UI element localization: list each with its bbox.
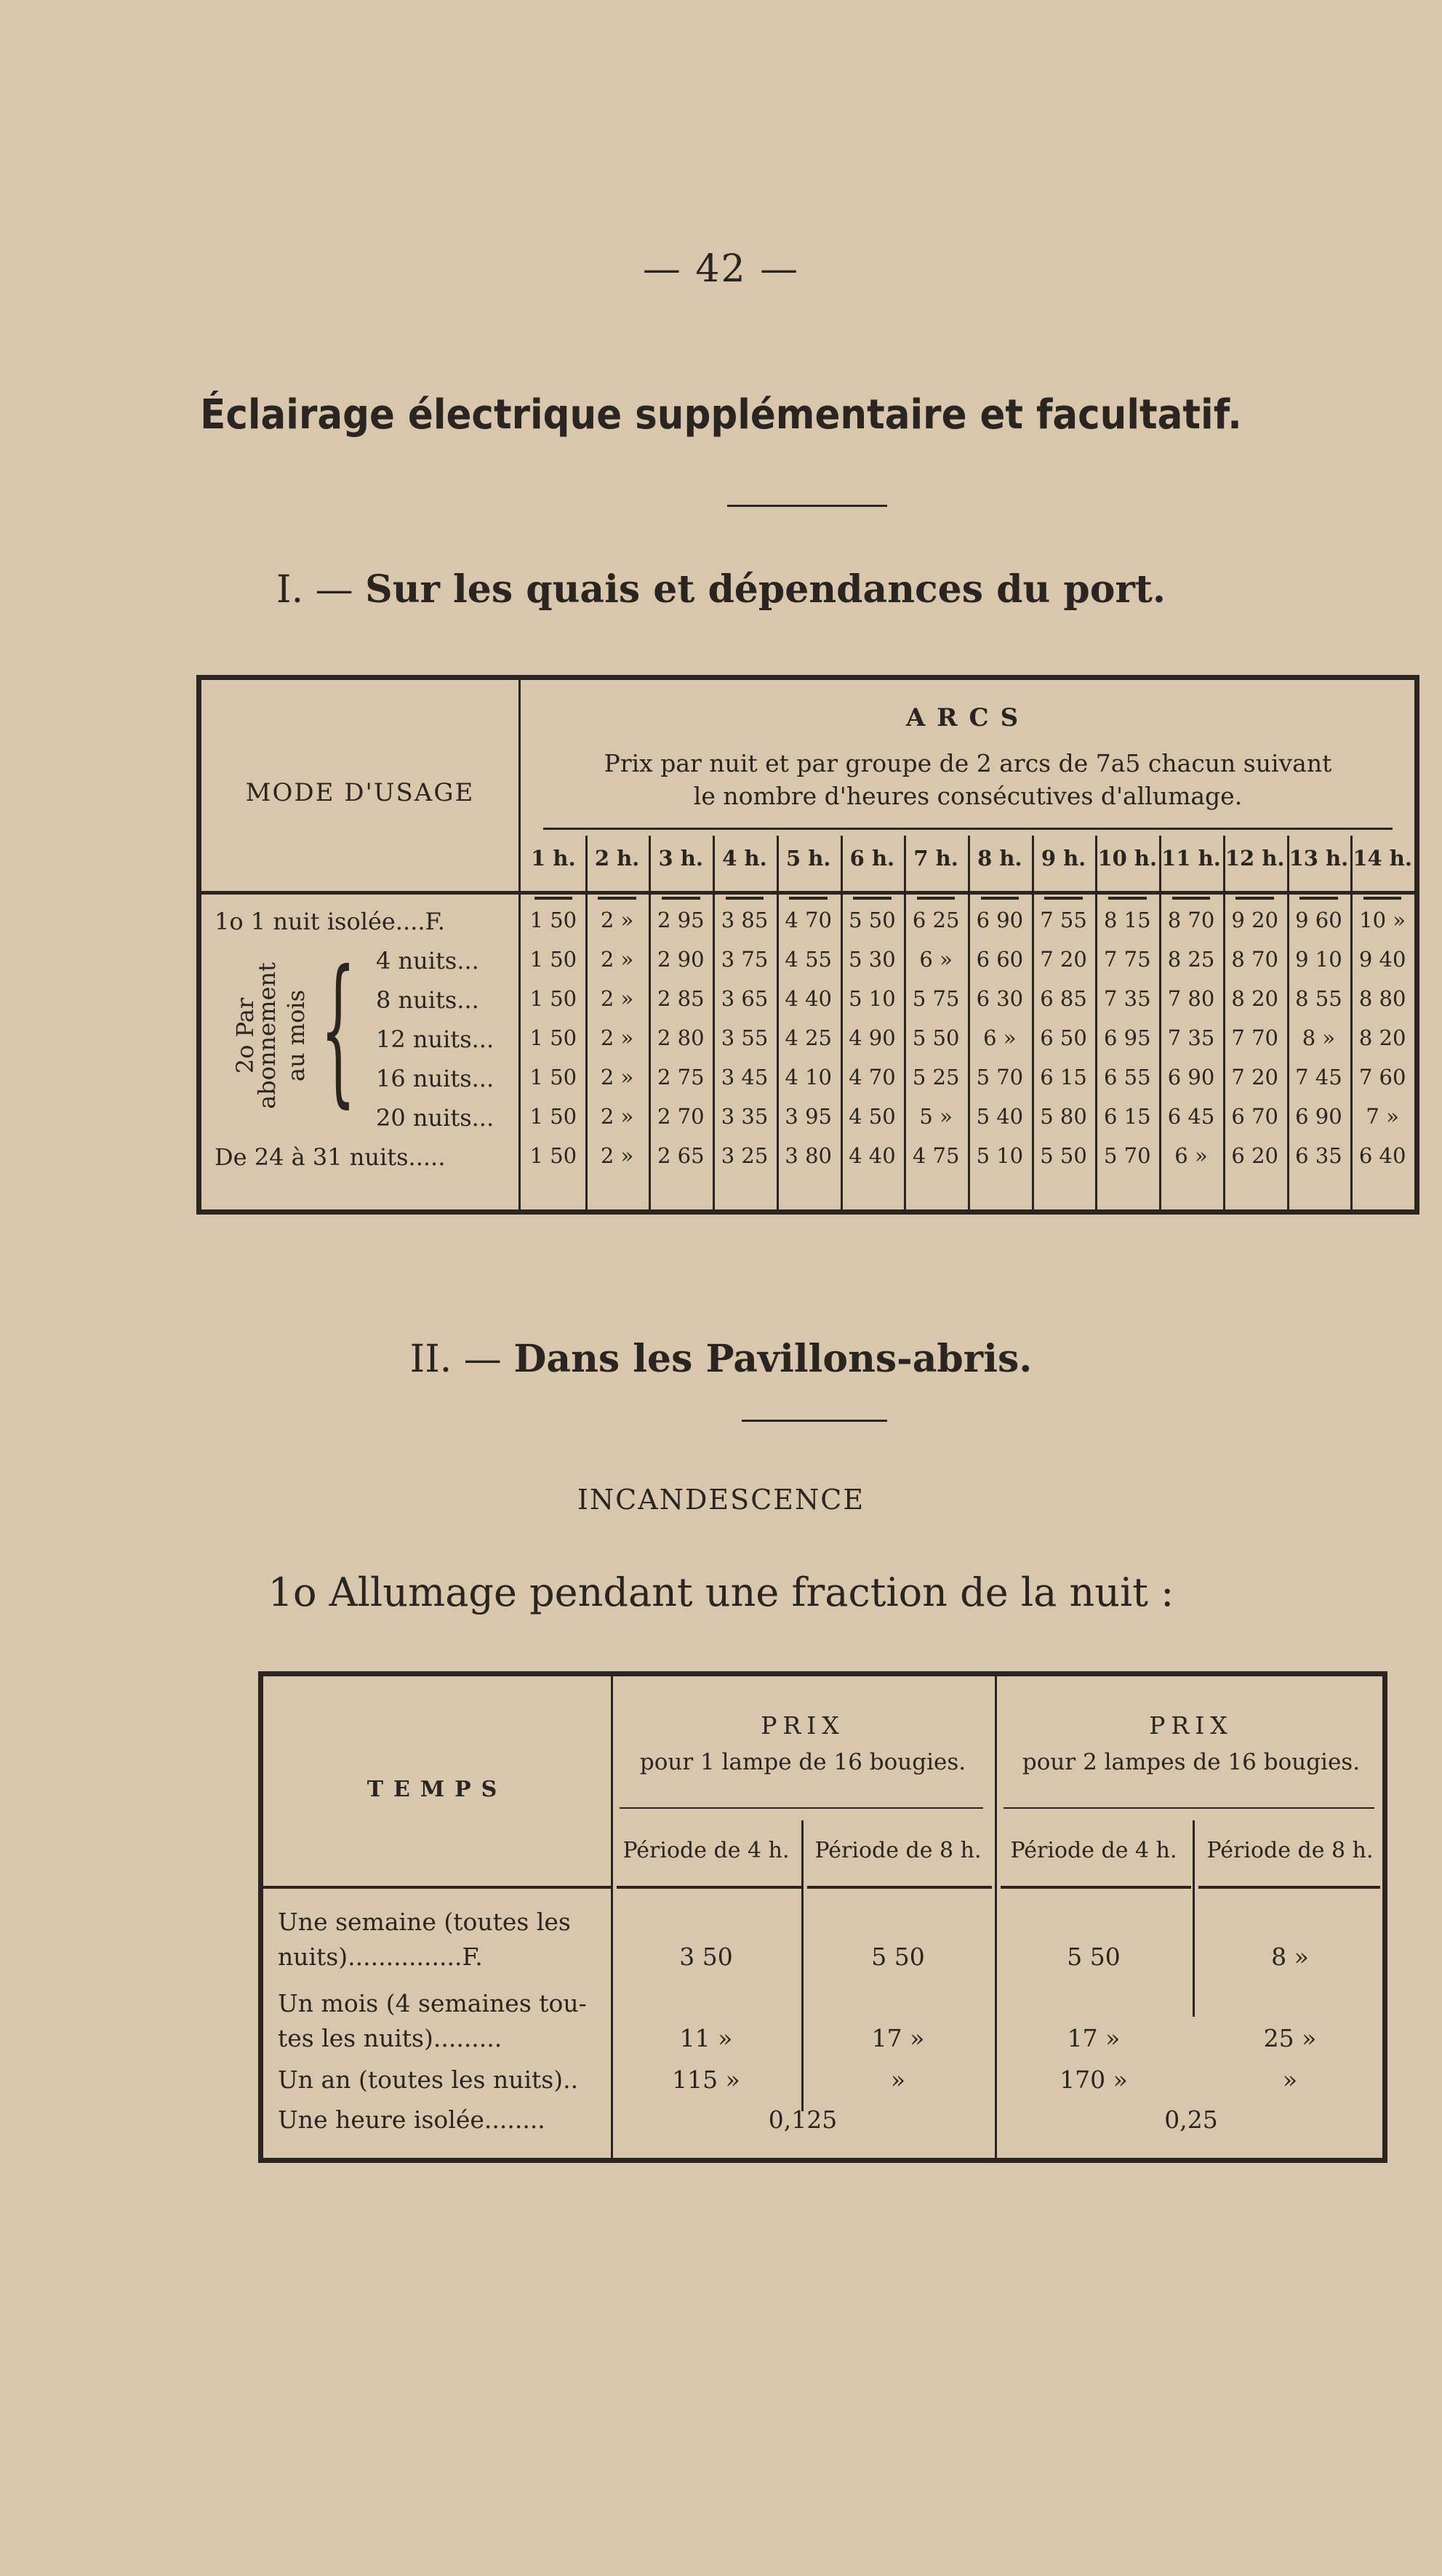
- row-semaine-label-1: Une semaine (toutes les: [278, 1908, 571, 1936]
- row-semaine-v3: 5 50: [1067, 1943, 1121, 1971]
- price-cell: 1 50: [529, 986, 577, 1011]
- price-cell: 6 »: [919, 947, 953, 972]
- hour-header-rule: [1044, 897, 1083, 900]
- section-2-rule: [742, 1420, 887, 1422]
- price-cell: 6 50: [1040, 1025, 1087, 1050]
- price-cell: 6 15: [1040, 1065, 1087, 1089]
- prix-2-title: PRIX: [1149, 1711, 1233, 1740]
- title-rule: [727, 505, 887, 507]
- row-label: 12 nuits...: [376, 1025, 494, 1053]
- prix-2-subtitle: pour 2 lampes de 16 bougies.: [1022, 1749, 1361, 1775]
- price-cell: 8 15: [1103, 908, 1151, 932]
- row-an-v4: »: [1282, 2065, 1298, 2094]
- row-an-v3: 170 »: [1060, 2065, 1128, 2094]
- price-cell: 7 20: [1040, 947, 1087, 972]
- price-cell: 7 80: [1167, 986, 1215, 1011]
- price-cell: 4 50: [849, 1104, 896, 1129]
- hour-header: 10 h.: [1097, 846, 1158, 871]
- page-number: — 42 —: [642, 247, 800, 291]
- row-label: 4 nuits...: [376, 947, 479, 975]
- price-cell: 10 »: [1359, 908, 1406, 932]
- price-cell: 4 70: [849, 1065, 896, 1089]
- price-cell: 6 90: [976, 908, 1024, 932]
- price-cell: 8 25: [1167, 947, 1215, 972]
- hour-header: 7 h.: [913, 846, 958, 871]
- arcs-desc-line-2: le nombre d'heures consécutives d'allumage.: [693, 782, 1243, 810]
- section-1-numeral: I. —: [276, 568, 353, 612]
- price-cell: 5 70: [976, 1065, 1024, 1089]
- price-cell: 5 50: [912, 1025, 960, 1050]
- incandescence-subheading: INCANDESCENCE: [577, 1484, 865, 1516]
- price-cell: 1 50: [529, 1025, 577, 1050]
- hours-brace: [543, 828, 1393, 830]
- price-cell: 7 35: [1167, 1025, 1215, 1050]
- row-mois-v1: 11 »: [679, 2024, 733, 2052]
- hour-header-rule: [789, 897, 828, 900]
- hour-header-rule: [1235, 897, 1274, 900]
- period-4h-1: Période de 4 h.: [622, 1838, 790, 1863]
- arcs-description: [521, 747, 1414, 812]
- row-heure-v1: 0,125: [768, 2105, 838, 2134]
- price-cell: 2 85: [657, 986, 705, 1011]
- price-cell: 5 10: [849, 986, 896, 1011]
- section-2-heading: [0, 1337, 1442, 1381]
- price-cell: 5 75: [912, 986, 960, 1011]
- t2-header-rule-5: [1198, 1886, 1380, 1889]
- price-cell: 2 »: [600, 908, 634, 932]
- hour-header-rule: [1172, 897, 1211, 900]
- price-cell: 4 70: [785, 908, 832, 932]
- price-cell: 6 60: [976, 947, 1024, 972]
- group-label-1: 2o Par: [231, 997, 259, 1074]
- price-cell: 2 »: [600, 1025, 634, 1050]
- price-cell: 8 55: [1295, 986, 1342, 1011]
- price-cell: 6 90: [1167, 1065, 1215, 1089]
- row-heure-label: Une heure isolée........: [278, 2105, 545, 2134]
- hour-header-rule: [981, 897, 1020, 900]
- t2-brace-2: [1004, 1807, 1374, 1809]
- price-cell: 6 25: [912, 908, 960, 932]
- hour-header-rule: [662, 897, 700, 900]
- price-cell: 7 55: [1040, 908, 1087, 932]
- price-cell: 5 50: [1040, 1143, 1087, 1168]
- row-semaine-v4: 8 »: [1271, 1943, 1309, 1971]
- temps-header: TEMPS: [366, 1777, 508, 1802]
- section-2-numeral: II. —: [409, 1337, 502, 1381]
- hour-header: 9 h.: [1041, 846, 1086, 871]
- hour-header-rule: [917, 897, 956, 900]
- price-cell: 3 65: [721, 986, 769, 1011]
- arcs-title: ARCS: [905, 703, 1030, 732]
- price-cell: 9 20: [1231, 908, 1278, 932]
- price-cell: 2 70: [657, 1104, 705, 1129]
- price-cell: 2 90: [657, 947, 705, 972]
- price-cell: 2 65: [657, 1143, 705, 1168]
- row-mois-v3: 17 »: [1067, 2024, 1121, 2052]
- row-label: 1o 1 nuit isolée....F.: [215, 908, 445, 935]
- allumage-heading: 1o Allumage pendant une fraction de la nuit :: [268, 1569, 1174, 1615]
- row-an-v2: »: [890, 2065, 906, 2094]
- price-cell: 3 85: [721, 908, 769, 932]
- hour-header: 2 h.: [594, 846, 640, 871]
- price-cell: 6 30: [976, 986, 1024, 1011]
- mode-column-divider: [518, 680, 521, 1209]
- price-cell: 7 »: [1366, 1104, 1399, 1129]
- hour-header: 8 h.: [977, 846, 1022, 871]
- price-cell: 2 »: [600, 1104, 634, 1129]
- period-8h-2: Période de 8 h.: [1206, 1838, 1374, 1863]
- price-cell: 4 25: [785, 1025, 832, 1050]
- period-4h-2: Période de 4 h.: [1010, 1838, 1177, 1863]
- arcs-desc-line-1: Prix par nuit et par groupe de 2 arcs de 7a5 chacun suivant: [604, 749, 1332, 777]
- row-semaine-v1: 3 50: [679, 1943, 733, 1971]
- hour-header-rule: [1108, 897, 1147, 900]
- t2-header-rule-2: [617, 1886, 801, 1889]
- hour-header-rule: [534, 897, 573, 900]
- price-cell: 7 70: [1231, 1025, 1278, 1050]
- price-cell: 7 45: [1295, 1065, 1342, 1089]
- row-semaine-v2: 5 50: [871, 1943, 925, 1971]
- header-rule: [201, 891, 518, 895]
- price-cell: 5 80: [1040, 1104, 1087, 1129]
- section-1-title: Sur les quais et dépendances du port.: [365, 567, 1166, 612]
- price-cell: 1 50: [529, 1143, 577, 1168]
- period-8h-1: Période de 8 h.: [814, 1838, 982, 1863]
- price-cell: 6 »: [983, 1025, 1017, 1050]
- hour-header: 14 h.: [1353, 846, 1412, 871]
- price-cell: 8 70: [1167, 908, 1215, 932]
- t2-header-rule-3: [807, 1886, 992, 1889]
- row-mois-v2: 17 »: [871, 2024, 925, 2052]
- price-cell: 2 75: [657, 1065, 705, 1089]
- price-cell: 3 80: [785, 1143, 832, 1168]
- price-cell: 7 35: [1103, 986, 1151, 1011]
- row-an-label: Un an (toutes les nuits)..: [278, 2065, 579, 2094]
- t2-brace-1: [620, 1807, 983, 1809]
- price-cell: 3 95: [785, 1104, 832, 1129]
- price-cell: 9 40: [1358, 947, 1406, 972]
- price-cell: 4 55: [785, 947, 832, 972]
- price-cell: 6 90: [1295, 1104, 1342, 1129]
- price-cell: 7 60: [1358, 1065, 1406, 1089]
- price-cell: 3 75: [721, 947, 769, 972]
- price-cell: 3 25: [721, 1143, 769, 1168]
- section-1-heading: [0, 567, 1442, 612]
- row-label: 16 nuits...: [376, 1065, 494, 1092]
- price-cell: 8 20: [1358, 1025, 1406, 1050]
- hour-header-rule: [726, 897, 764, 900]
- row-label: De 24 à 31 nuits.....: [215, 1143, 446, 1171]
- price-cell: 2 »: [600, 947, 634, 972]
- price-cell: 2 95: [657, 908, 705, 932]
- price-cell: 3 45: [721, 1065, 769, 1089]
- price-cell: 4 90: [849, 1025, 896, 1050]
- row-mois-v4: 25 »: [1263, 2024, 1317, 2052]
- price-cell: 9 10: [1295, 947, 1342, 972]
- row-semaine-label-2: nuits)...............F.: [278, 1943, 483, 1971]
- row-heure-v2: 0,25: [1164, 2105, 1218, 2134]
- incandescence-price-table: [258, 1671, 1387, 2163]
- prix-1-subtitle: pour 1 lampe de 16 bougies.: [639, 1749, 966, 1775]
- price-cell: 8 »: [1302, 1025, 1336, 1050]
- price-cell: 4 10: [785, 1065, 832, 1089]
- group-brace: {: [320, 936, 356, 1122]
- row-mois-label-2: tes les nuits).........: [278, 2024, 502, 2052]
- row-an-v1: 115 »: [672, 2065, 740, 2094]
- hour-header: 3 h.: [658, 846, 703, 871]
- price-cell: 6 45: [1167, 1104, 1215, 1129]
- price-cell: 8 80: [1358, 986, 1406, 1011]
- hour-header: 11 h.: [1161, 846, 1221, 871]
- section-2-title: Dans les Pavillons-abris.: [513, 1337, 1033, 1381]
- row-mois-label-1: Un mois (4 semaines tou-: [278, 1989, 587, 2017]
- price-cell: 6 70: [1231, 1104, 1278, 1129]
- price-cell: 5 70: [1103, 1143, 1151, 1168]
- price-cell: 5 25: [912, 1065, 960, 1089]
- price-cell: 3 55: [721, 1025, 769, 1050]
- price-cell: 5 10: [976, 1143, 1024, 1168]
- price-cell: 8 20: [1231, 986, 1278, 1011]
- price-cell: 1 50: [529, 908, 577, 932]
- price-cell: 1 50: [529, 1104, 577, 1129]
- price-cell: 9 60: [1295, 908, 1342, 932]
- price-cell: 6 40: [1358, 1143, 1406, 1168]
- price-cell: 7 75: [1103, 947, 1151, 972]
- arcs-price-table: [196, 675, 1419, 1215]
- row-label: 8 nuits...: [376, 986, 479, 1014]
- hour-header-rule: [1363, 897, 1402, 900]
- hour-header: 12 h.: [1225, 846, 1285, 871]
- t2-header-rule: [263, 1886, 611, 1889]
- price-cell: 1 50: [529, 947, 577, 972]
- price-cell: 3 35: [721, 1104, 769, 1129]
- hour-header-rule: [598, 897, 636, 900]
- price-cell: 6 85: [1040, 986, 1087, 1011]
- hour-header: 1 h.: [531, 846, 576, 871]
- group-label-3: au mois: [282, 989, 310, 1082]
- row-label: 20 nuits...: [376, 1104, 494, 1132]
- price-cell: 2 80: [657, 1025, 705, 1050]
- price-cell: 6 20: [1231, 1143, 1278, 1168]
- price-cell: 7 20: [1231, 1065, 1278, 1089]
- mode-header: MODE D'USAGE: [245, 778, 475, 807]
- price-cell: 6 »: [1174, 1143, 1208, 1168]
- price-cell: 4 40: [849, 1143, 896, 1168]
- price-cell: 1 50: [529, 1065, 577, 1089]
- header-rule-right: [518, 891, 1414, 895]
- price-cell: 4 75: [912, 1143, 960, 1168]
- price-cell: 6 35: [1295, 1143, 1342, 1168]
- price-cell: 5 50: [849, 908, 896, 932]
- price-cell: 2 »: [600, 986, 634, 1011]
- price-cell: 5 30: [849, 947, 896, 972]
- group-label-2: abonnement: [253, 962, 281, 1109]
- price-cell: 4 40: [785, 986, 832, 1011]
- price-cell: 6 15: [1103, 1104, 1151, 1129]
- hour-header: 4 h.: [722, 846, 767, 871]
- hour-header: 6 h.: [849, 846, 895, 871]
- hour-header-rule: [853, 897, 892, 900]
- price-cell: 6 95: [1103, 1025, 1151, 1050]
- page-title: Éclairage électrique supplémentaire et facultatif.: [200, 391, 1242, 439]
- prix-1-title: PRIX: [761, 1711, 845, 1740]
- price-cell: 2 »: [600, 1065, 634, 1089]
- price-cell: 5 »: [919, 1104, 953, 1129]
- hour-header: 13 h.: [1289, 846, 1349, 871]
- price-cell: 8 70: [1231, 947, 1278, 972]
- price-cell: 2 »: [600, 1143, 634, 1168]
- t2-header-rule-4: [1001, 1886, 1191, 1889]
- hour-header: 5 h.: [785, 846, 831, 871]
- price-cell: 5 40: [976, 1104, 1024, 1129]
- hour-header-rule: [1299, 897, 1338, 900]
- price-cell: 6 55: [1103, 1065, 1151, 1089]
